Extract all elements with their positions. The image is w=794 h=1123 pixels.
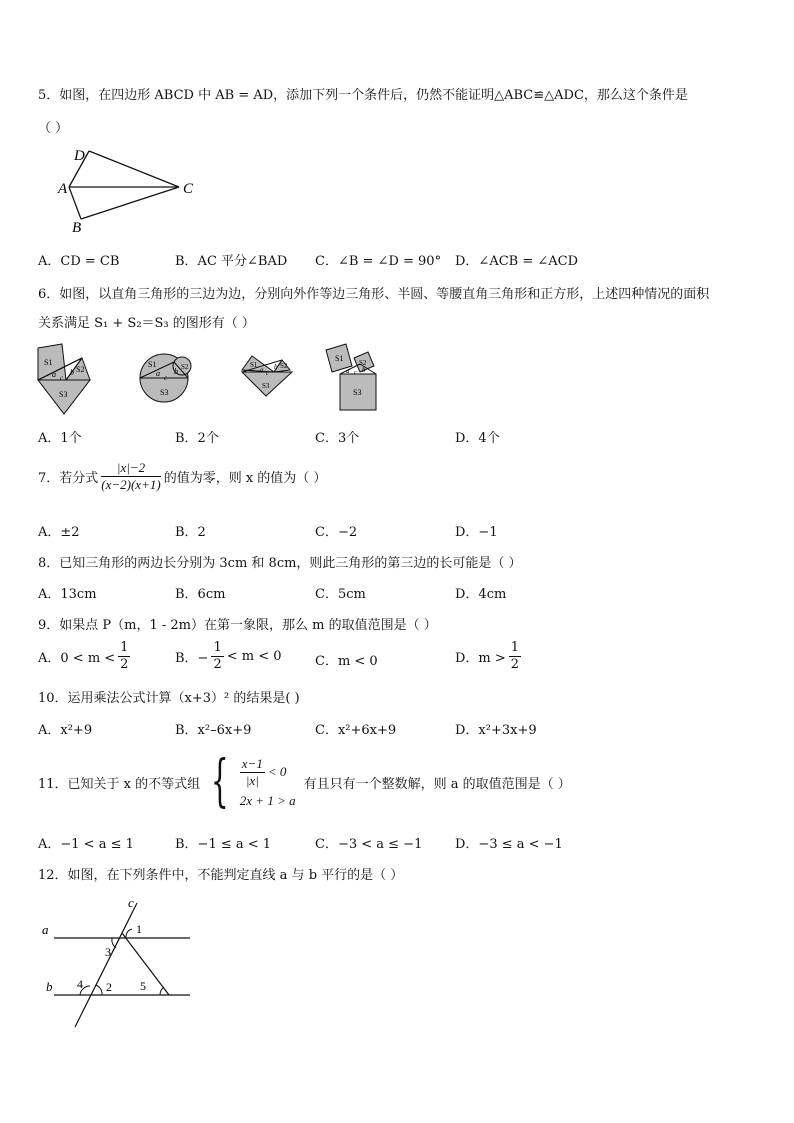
q5-stem: 5．如图，在四边形 ABCD 中 AB = AD，添加下列一个条件后，仍然不能证明△ABC≌△ADC，那么这个条件是 [38, 88, 688, 103]
q12-label-a: a [42, 922, 49, 937]
q12-parallel-lines-figure [40, 893, 200, 1028]
q11-prefix: 11．已知关于 x 的不等式组 [38, 776, 201, 792]
q12-label-b: b [46, 979, 53, 994]
q5-label-C: C [183, 181, 194, 197]
q11-system [240, 756, 296, 809]
q7-suffix: 的值为零，则 x 的值为（ ） [163, 471, 327, 486]
q5-label-D: D [74, 148, 85, 164]
q6-stem-line2: 关系满足 S₁ + S₂＝S₃ 的图形有（ ） [38, 316, 255, 331]
svg-text:c: c [60, 374, 64, 382]
q5-option-a[interactable]: A．CD = CB [38, 254, 120, 269]
q12-angle-1: 1 [136, 922, 142, 936]
svg-text:c: c [164, 374, 168, 382]
q11-option-b[interactable]: B．−1 ≤ a < 1 [175, 837, 272, 852]
q12-stem: 12．如图，在下列条件中，不能判定直线 a 与 b 平行的是（ ） [38, 868, 404, 883]
q7-option-b[interactable]: B．2 [175, 525, 206, 540]
q9-option-d[interactable] [455, 640, 521, 673]
q9-option-a-text: A．0 < m < [38, 651, 116, 666]
svg-text:S1: S1 [335, 354, 344, 363]
svg-text:b: b [174, 367, 178, 376]
q8-option-b[interactable]: B．6cm [175, 587, 226, 602]
svg-text:b: b [274, 363, 278, 371]
q7-stem [38, 460, 326, 493]
svg-text:S2: S2 [76, 365, 85, 374]
q5-quadrilateral-figure [52, 143, 212, 238]
q10-stem: 10．运用乘法公式计算（x+3）² 的结果是( ) [38, 691, 300, 706]
q7-option-c[interactable]: C．−2 [315, 525, 358, 540]
q6-fig-equilateral [38, 344, 90, 414]
q7-option-a[interactable]: A．±2 [38, 525, 80, 540]
svg-text:a: a [156, 369, 160, 378]
svg-text:S1: S1 [148, 360, 157, 369]
q5-option-d[interactable]: D．∠ACB = ∠ACD [455, 254, 579, 269]
q10-option-b[interactable]: B．x²–6x+9 [175, 723, 252, 738]
q7-denominator: (x−2)(x+1) [101, 477, 161, 492]
q6-option-c[interactable]: C．3个 [315, 431, 360, 446]
q12-angle-3: 3 [105, 945, 111, 959]
q5-answer-paren: （ ） [38, 121, 69, 136]
q10-option-c[interactable]: C．x²+6x+9 [315, 723, 397, 738]
svg-text:a: a [52, 370, 56, 379]
q9-stem: 9．如果点 P（m，1 - 2m）在第一象限，那么 m 的取值范围是（ ） [38, 618, 437, 633]
q12-angle-5: 5 [140, 979, 146, 993]
svg-text:a: a [346, 367, 350, 375]
q11-option-c[interactable]: C．−3 < a ≤ −1 [315, 837, 423, 852]
q9-option-a[interactable] [38, 640, 130, 673]
svg-text:S2: S2 [359, 359, 367, 367]
svg-text:c: c [354, 370, 357, 376]
svg-text:b: b [362, 366, 366, 374]
q9-option-a-half: $\frac{1}{2}$ [120, 640, 129, 672]
q11-ineq1-fraction: $\frac{x-1}{|x|}$ [241, 755, 263, 788]
q5-label-A: A [58, 181, 68, 197]
q8-option-c[interactable]: C．5cm [315, 587, 366, 602]
q7-prefix: 7．若分式 [38, 471, 99, 486]
svg-text:S2: S2 [280, 362, 288, 370]
q9-option-c[interactable]: C．m < 0 [315, 654, 378, 669]
q10-option-d[interactable]: D．x²+3x+9 [455, 723, 537, 738]
svg-text:c: c [266, 371, 269, 377]
svg-text:a: a [260, 366, 264, 374]
q6-option-d[interactable]: D．4个 [455, 431, 500, 446]
q6-fig-squares [326, 344, 376, 410]
q5-option-b[interactable]: B．AC 平分∠BAD [175, 254, 288, 269]
svg-text:S1: S1 [44, 358, 53, 367]
svg-text:S3: S3 [353, 388, 362, 397]
q8-stem: 8．已知三角形的两边长分别为 3cm 和 8cm，则此三角形的第三边的长可能是（ ） [38, 556, 522, 571]
q5-label-B: B [72, 220, 82, 236]
q11-ineq1-rhs: < 0 [267, 764, 287, 779]
q8-option-a[interactable]: A．13cm [38, 587, 97, 602]
q12-label-c: c [128, 895, 134, 910]
svg-text:b: b [70, 368, 74, 377]
q6-figures [36, 340, 406, 415]
q5-option-c[interactable]: C．∠B = ∠D = 90° [315, 254, 442, 269]
q9-option-d-half: $\frac{1}{2}$ [510, 640, 520, 672]
q8-option-d[interactable]: D．4cm [455, 587, 507, 602]
q11-option-a[interactable]: A．−1 < a ≤ 1 [38, 837, 134, 852]
q9-option-b-half: $\frac{1}{2}$ [213, 640, 222, 672]
q12-angle-4: 4 [77, 977, 83, 991]
q11-suffix: 有且只有一个整数解，则 a 的取值范围是（ ） [303, 776, 571, 792]
q9-option-b-text: B．− [175, 651, 209, 666]
svg-text:S3: S3 [262, 382, 270, 390]
q9-option-b-tail: < m < 0 [226, 649, 282, 664]
q11-brace: { [211, 749, 229, 814]
q7-numerator: |x|−2 [101, 460, 160, 477]
svg-text:S3: S3 [160, 388, 169, 397]
q10-option-a[interactable]: A．x²+9 [38, 723, 93, 738]
q11-stem [38, 748, 571, 816]
q7-fraction [101, 460, 160, 493]
q12-angle-2: 2 [106, 980, 112, 994]
q6-option-a[interactable]: A．1个 [38, 431, 82, 446]
q9-option-d-text: D．m > [455, 651, 506, 666]
q6-fig-semicircle [140, 354, 191, 402]
q6-option-b[interactable]: B．2个 [175, 431, 219, 446]
svg-text:S3: S3 [59, 390, 68, 399]
q11-option-d[interactable]: D．−3 ≤ a < −1 [455, 837, 563, 852]
q11-ineq2: 2x + 1 > a [239, 792, 296, 808]
q9-option-b[interactable] [175, 640, 282, 673]
svg-text:S1: S1 [250, 361, 258, 369]
svg-text:S2: S2 [181, 363, 189, 371]
q6-stem-line1: 6．如图，以直角三角形的三边为边，分别向外作等边三角形、半圆、等腰直角三角形和正方形，上述四种情况的面积 [38, 287, 710, 302]
q6-fig-isosceles [242, 356, 292, 396]
q7-option-d[interactable]: D．−1 [455, 525, 498, 540]
